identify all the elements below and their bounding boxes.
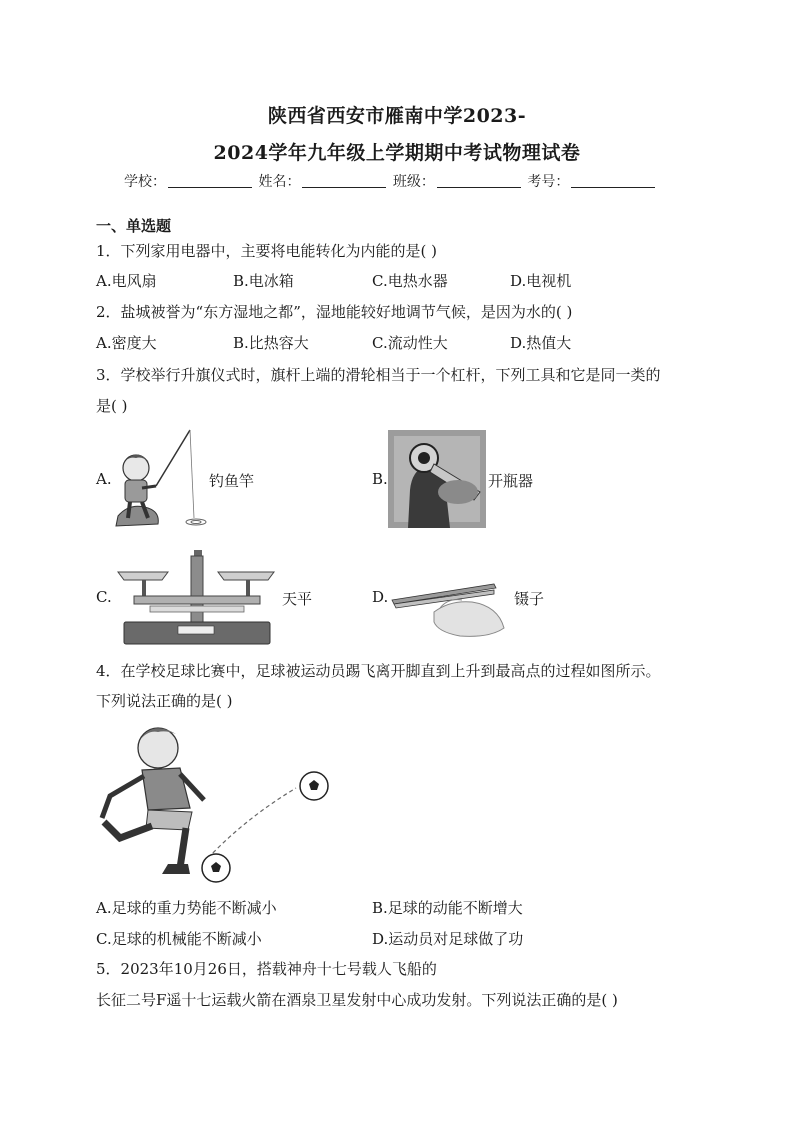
q1-option-d[interactable]: D.电视机 xyxy=(510,272,572,290)
number-label: 考号： xyxy=(527,174,570,190)
class-label: 班级： xyxy=(392,174,435,190)
student-info-row xyxy=(124,171,657,191)
q1-option-c[interactable]: C.电热水器 xyxy=(372,272,448,290)
class-blank[interactable] xyxy=(437,173,521,188)
title-line-2: 2024学年九年级上学期期中考试物理试卷 xyxy=(213,142,581,164)
soccer-kick-figure xyxy=(96,718,336,886)
q4-option-a[interactable]: A.足球的重力势能不断减小 xyxy=(96,899,277,917)
q4-option-b[interactable]: B.足球的动能不断增大 xyxy=(372,899,523,917)
q4-option-d[interactable]: D.运动员对足球做了功 xyxy=(372,930,524,948)
q1-option-a[interactable]: A.电风扇 xyxy=(96,272,157,290)
q2-option-a[interactable]: A.密度大 xyxy=(96,334,157,352)
fishing-rod-figure xyxy=(108,428,213,533)
q1-option-b[interactable]: B.电冰箱 xyxy=(233,272,294,290)
school-label: 学校： xyxy=(124,174,166,190)
q5-stem-line1: 5．2023年10月26日，搭载神舟十七号载人飞船的 xyxy=(96,960,437,978)
q4-option-c[interactable]: C.足球的机械能不断减小 xyxy=(96,930,262,948)
q2-stem: 2．盐城被誉为“东方湿地之都”，湿地能较好地调节气候，是因为水的( ) xyxy=(96,303,573,321)
q2-option-d[interactable]: D.热值大 xyxy=(510,334,572,352)
q3-option-b-name: 开瓶器 xyxy=(488,472,534,490)
q2-option-b[interactable]: B.比热容大 xyxy=(233,334,309,352)
q3-option-a-letter[interactable]: A. xyxy=(96,470,112,488)
q3-option-c-letter[interactable]: C. xyxy=(96,588,112,606)
q4-stem-line1: 4．在学校足球比赛中，足球被运动员踢飞离开脚直到上升到最高点的过程如图所示。 xyxy=(96,662,661,680)
school-blank[interactable] xyxy=(168,173,252,188)
q3-option-c-name: 天平 xyxy=(282,590,313,608)
bottle-opener-figure xyxy=(388,430,486,528)
title-line-1: 陕西省西安市雁南中学2023- xyxy=(267,105,527,127)
q3-option-a-name: 钓鱼竿 xyxy=(209,472,255,490)
q2-option-c[interactable]: C.流动性大 xyxy=(372,334,448,352)
q5-stem-line2: 长征二号F遥十七运载火箭在酒泉卫星发射中心成功发射。下列说法正确的是( ) xyxy=(96,991,618,1009)
q3-stem-line2: 是( ) xyxy=(96,397,128,415)
q3-option-d-name: 镊子 xyxy=(514,590,545,608)
q1-stem: 1．下列家用电器中，主要将电能转化为内能的是( ) xyxy=(96,242,438,260)
q3-option-d-letter[interactable]: D. xyxy=(372,588,389,606)
q3-stem-line1: 3．学校举行升旗仪式时，旗杆上端的滑轮相当于一个杠杆，下列工具和它是同一类的 xyxy=(96,366,661,384)
number-blank[interactable] xyxy=(571,173,655,188)
tweezers-figure xyxy=(390,578,508,640)
section-heading: 一、单选题 xyxy=(96,217,172,235)
name-label: 姓名： xyxy=(258,174,301,190)
name-blank[interactable] xyxy=(302,173,386,188)
q4-stem-line2: 下列说法正确的是( ) xyxy=(96,692,233,710)
q3-option-b-letter[interactable]: B. xyxy=(372,470,388,488)
balance-scale-figure xyxy=(114,548,280,646)
